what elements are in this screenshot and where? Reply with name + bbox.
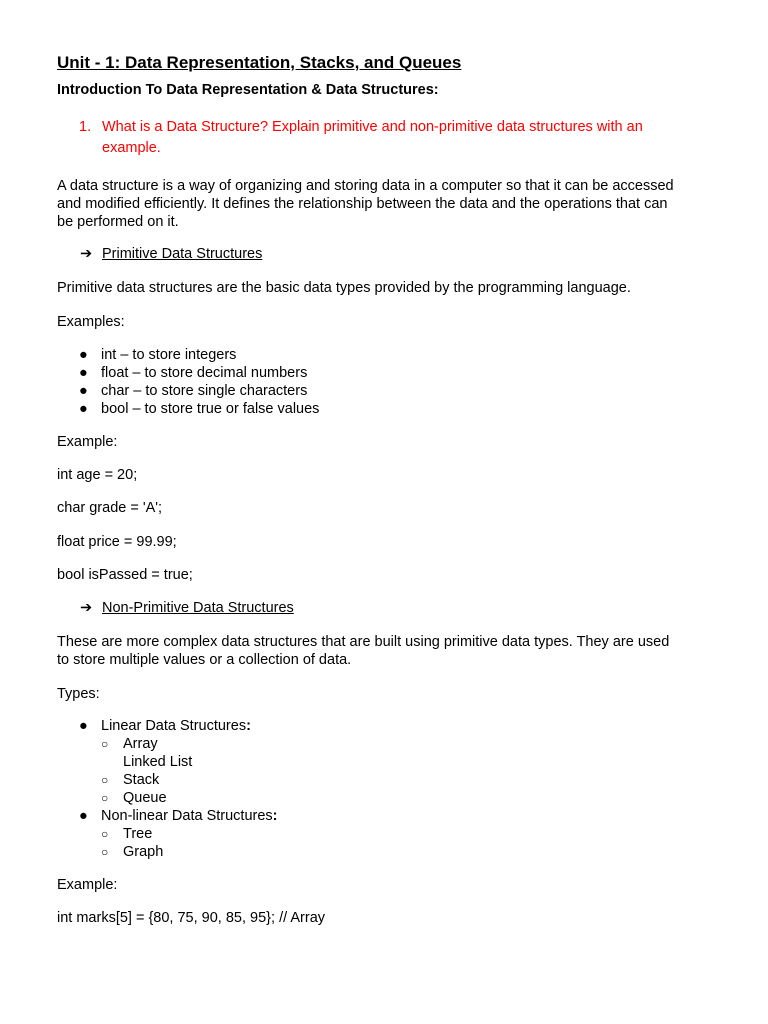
examples-label: Examples:	[57, 314, 125, 330]
arrow-icon: ➔	[80, 246, 93, 262]
intro-line-2: and modified efficiently. It defines the relationship between the data and the operations that can	[57, 196, 668, 212]
question-number: 1.	[79, 119, 92, 135]
question-line-2: example.	[102, 140, 161, 156]
list-item	[79, 364, 319, 382]
example-label: Example:	[57, 434, 118, 450]
sub-list-item-text: Queue	[123, 790, 167, 806]
primitive-list	[79, 346, 319, 418]
list-item-text: bool – to store true or false values	[101, 401, 320, 417]
sub-list-item	[79, 771, 278, 789]
non-primitive-description	[57, 633, 669, 669]
list-item	[79, 717, 278, 735]
non-primitive-heading: Non-Primitive Data Structures	[102, 600, 294, 616]
list-item-text: char – to store single characters	[101, 383, 308, 399]
section-subtitle: Introduction To Data Representation & Data Structures:	[57, 82, 439, 98]
code-line: int age = 20;	[57, 467, 138, 483]
code-line: bool isPassed = true;	[57, 567, 193, 583]
code-line: int marks[5] = {80, 75, 90, 85, 95}; // Array	[57, 910, 326, 926]
linear-colon: :	[246, 718, 251, 734]
sub-bullet-icon: ○	[101, 773, 109, 787]
nonlinear-label: Non-linear Data Structures	[101, 808, 273, 824]
question-text	[102, 117, 643, 159]
sub-bullet-icon: ○	[101, 827, 109, 841]
sub-list-item	[79, 843, 278, 861]
bullet-icon: ●	[79, 365, 88, 381]
sub-list-item-text: Linked List	[123, 754, 193, 770]
question-line-1: What is a Data Structure? Explain primitive and non-primitive data structures with an	[102, 119, 643, 135]
bullet-icon: ●	[79, 383, 88, 399]
linear-label: Linear Data Structures	[101, 718, 247, 734]
sub-list-item	[79, 753, 278, 771]
list-item-text: float – to store decimal numbers	[101, 365, 308, 381]
sub-list-item-text: Stack	[123, 772, 160, 788]
description-line-2: to store multiple values or a collection of data.	[57, 652, 352, 668]
bullet-icon: ●	[79, 718, 88, 734]
list-item	[79, 346, 319, 364]
list-item-text: int – to store integers	[101, 347, 237, 363]
intro-paragraph	[57, 177, 674, 231]
bullet-icon: ●	[79, 808, 88, 824]
sub-list-item-text: Array	[123, 736, 158, 752]
bullet-icon: ●	[79, 401, 88, 417]
list-item	[79, 807, 278, 825]
arrow-icon: ➔	[80, 600, 93, 616]
intro-line-3: be performed on it.	[57, 214, 179, 230]
sub-bullet-icon: ○	[101, 791, 109, 805]
primitive-description: Primitive data structures are the basic data types provided by the programming language.	[57, 280, 631, 296]
sub-list-item	[79, 789, 278, 807]
types-label: Types:	[57, 686, 100, 702]
code-line: float price = 99.99;	[57, 534, 177, 550]
sub-list-item	[79, 825, 278, 843]
types-list	[79, 717, 278, 861]
sub-bullet-icon: ○	[101, 737, 109, 751]
sub-list-item-text: Tree	[123, 826, 153, 842]
sub-bullet-icon: ○	[101, 845, 109, 859]
sub-list-item	[79, 735, 278, 753]
description-line-1: These are more complex data structures that are built using primitive data types. They are used	[57, 634, 670, 650]
primitive-heading-row	[80, 246, 262, 262]
code-line: char grade = 'A';	[57, 500, 163, 516]
non-primitive-heading-row	[80, 600, 294, 616]
sub-list-item-text: Graph	[123, 844, 164, 860]
list-item	[79, 382, 319, 400]
bullet-icon: ●	[79, 347, 88, 363]
primitive-heading: Primitive Data Structures	[102, 246, 263, 262]
intro-line-1: A data structure is a way of organizing and storing data in a computer so that it can be accessed	[57, 178, 674, 194]
example-label: Example:	[57, 877, 118, 893]
nonlinear-colon: :	[272, 808, 278, 824]
page-title: Unit - 1: Data Representation, Stacks, and Queues	[57, 53, 462, 72]
list-item	[79, 400, 319, 418]
